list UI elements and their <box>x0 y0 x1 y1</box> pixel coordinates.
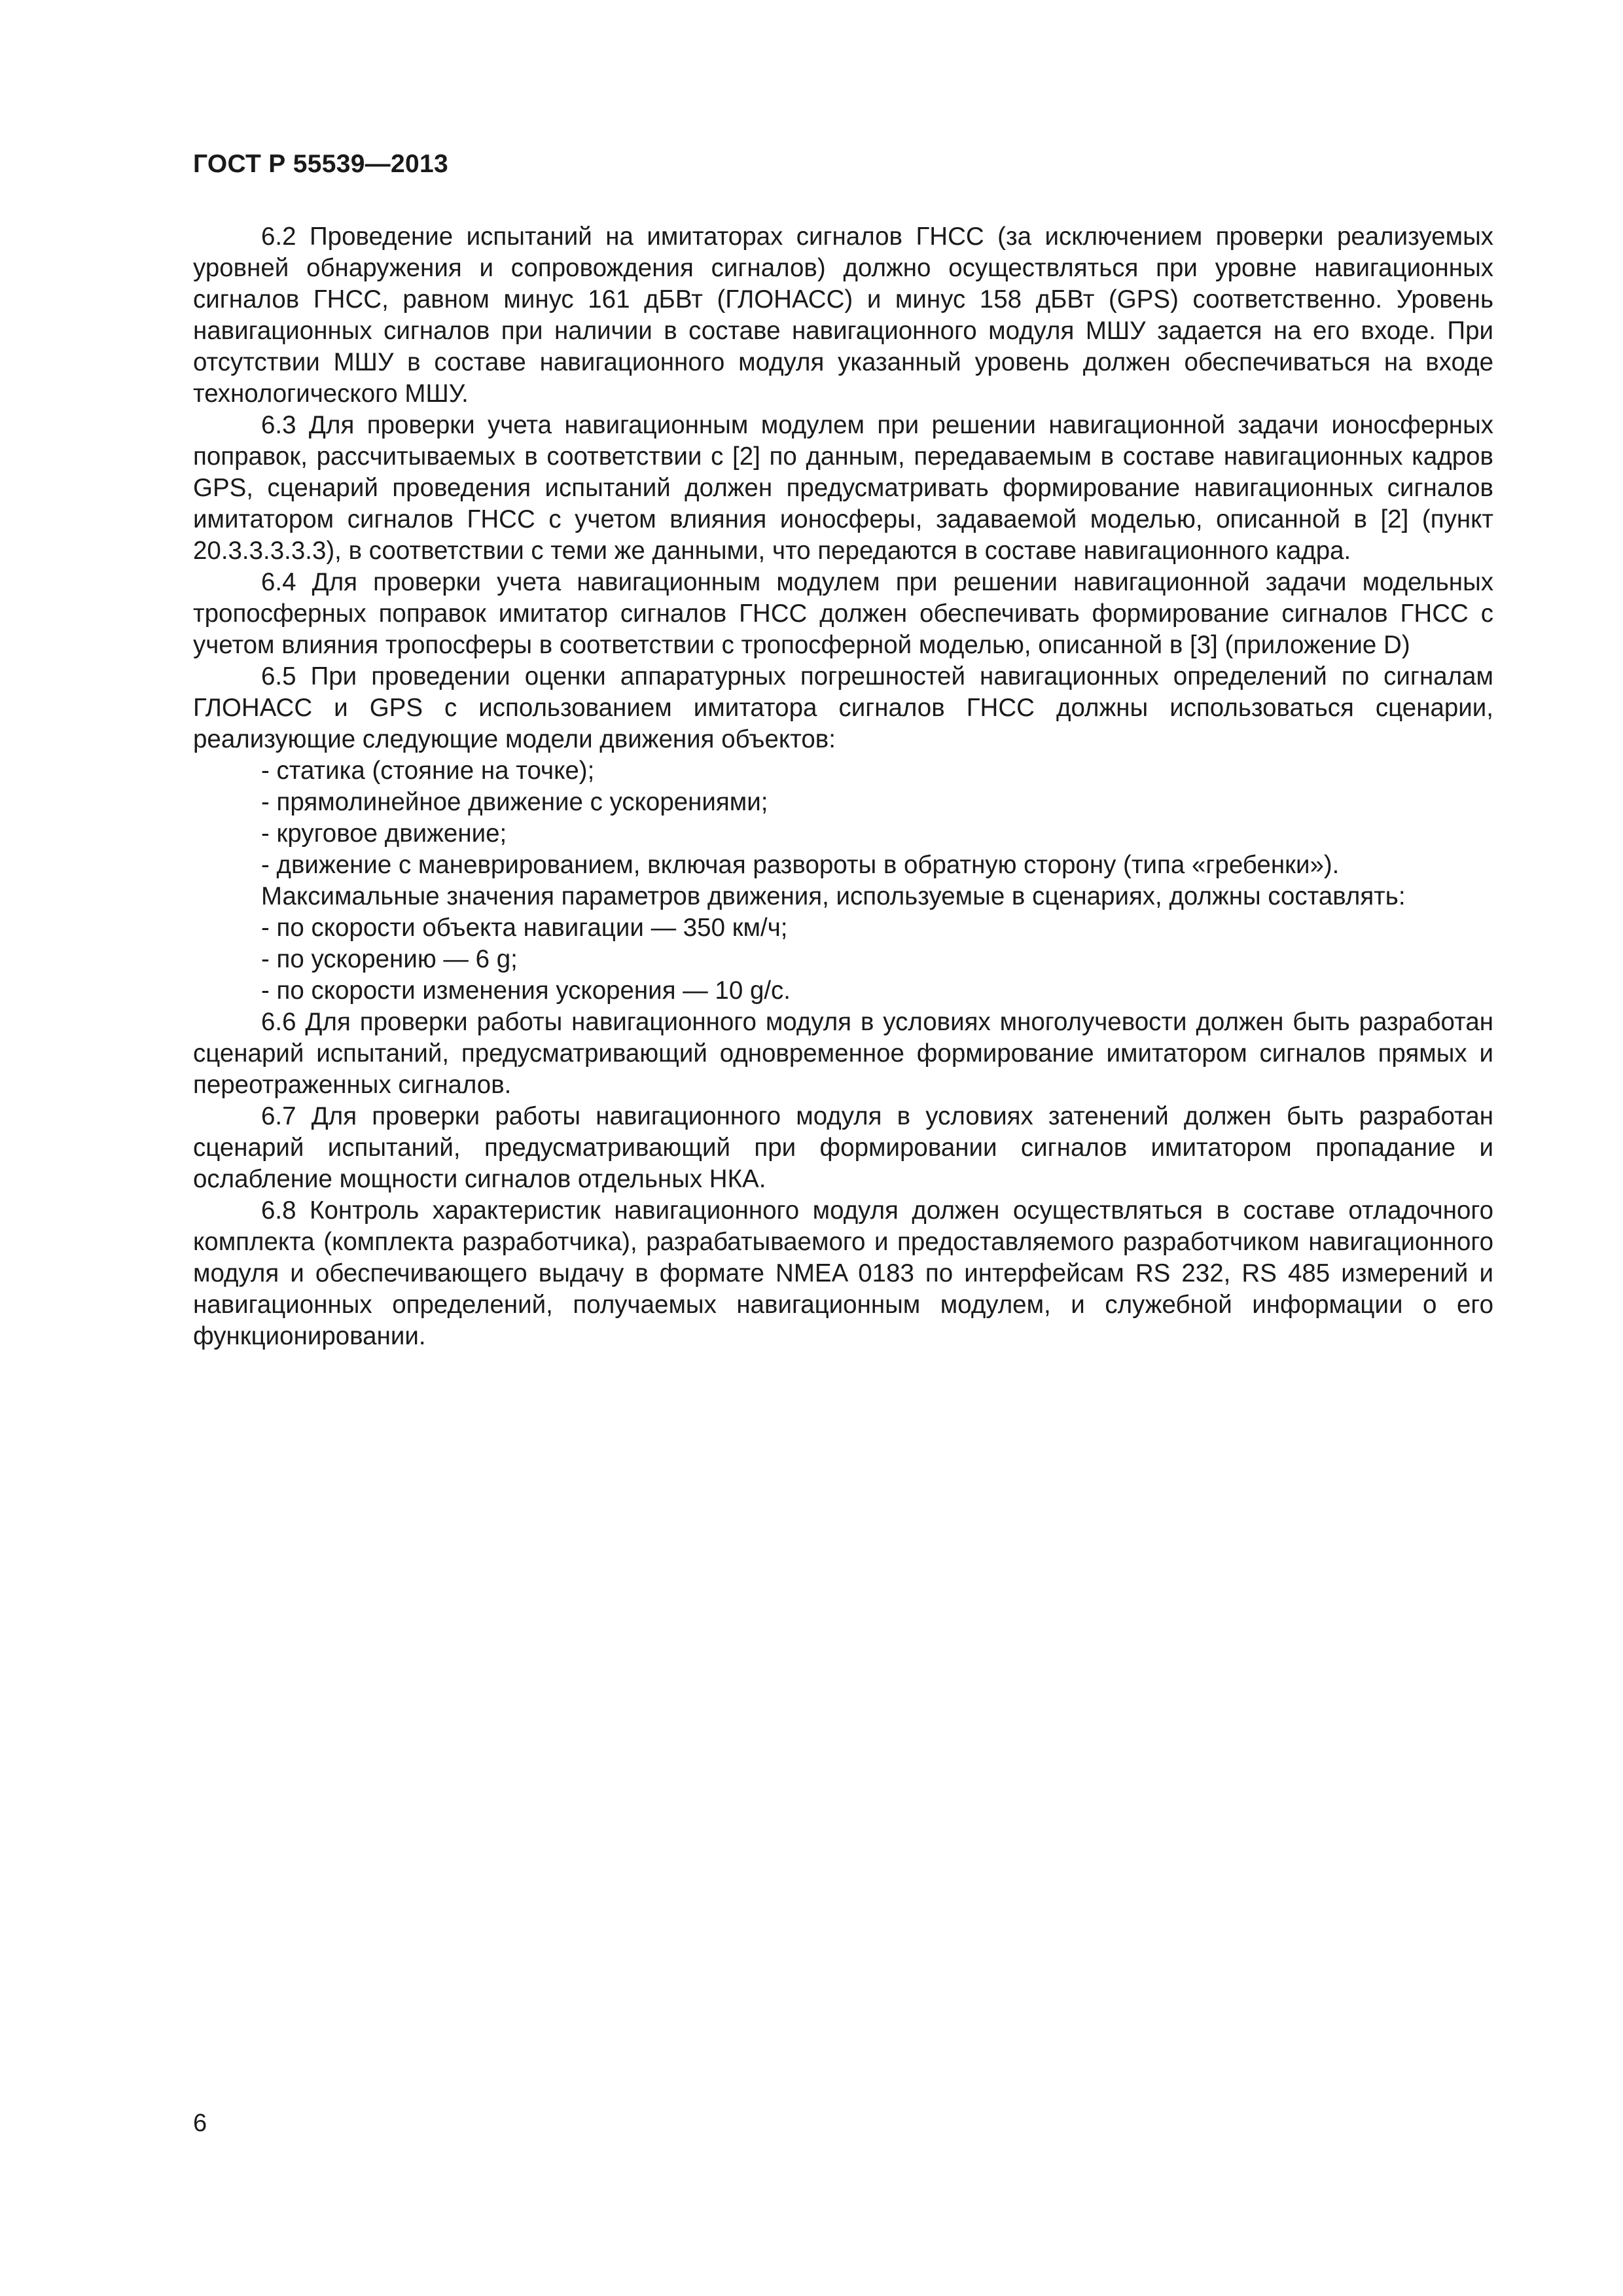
list-item-motion-model: - статика (стояние на точке); <box>261 757 595 785</box>
paragraph-6-2: 6.2 Проведение испытаний на имитаторах сигналов ГНСС (за исключением проверки реализуемых уровней обнаружения и сопровождения сигналов) должно осуществляться при уровне навигационных сигналов ГНСС, равном минус 161 дБВт (ГЛОНАСС) и минус 158 дБВт (GPS) соответственно. Уровень навигационных сигналов при наличии в составе навигационного модуля МШУ задается на его входе. При отсутствии МШУ в составе навигационного модуля указанный уровень должен обеспечиваться на входе технологического МШУ. <box>193 223 1493 408</box>
page-number: 6 <box>193 2109 207 2137</box>
paragraph-6-3: 6.3 Для проверки учета навигационным модулем при решении навигационной задачи ионосферных поправок, рассчитываемых в соответствии с [2] по данным, передаваемым в составе навигационных кадров GPS, сценарий проведения испытаний должен предусматривать формирование навигационных сигналов имитатором сигналов ГНСС с учетом влияния ионосферы, задаваемой моделью, описанной в [2] (пункт 20.3.3.3.3.3), в соответствии с теми же данными, что передаются в составе навигационного кадра. <box>193 411 1493 565</box>
document-body <box>193 221 1493 1352</box>
list-item-motion-model: - прямолинейное движение с ускорениями; <box>261 788 768 816</box>
list-item-motion-model: - движение с маневрированием, включая развороты в обратную сторону (типа «гребенки»). <box>261 851 1340 879</box>
paragraph-6-7: 6.7 Для проверки работы навигационного модуля в условиях затенений должен быть разработан сценарий испытаний, предусматривающий при формировании сигналов имитатором пропадание и ослабление мощности сигналов отдельных НКА. <box>193 1102 1493 1193</box>
list-item-motion-model: - круговое движение; <box>261 819 507 848</box>
paragraph-6-5: 6.5 При проведении оценки аппаратурных погрешностей навигационных определений по сигналам ГЛОНАСС и GPS с использованием имитатора сигналов ГНСС должны использоваться сценарии, реализующие следующие модели движения объектов: <box>193 662 1493 753</box>
paragraph-6-8: 6.8 Контроль характеристик навигационного модуля должен осуществляться в составе отладочного комплекта (комплекта разработчика), разрабатываемого и предоставляемого разработчиком навигационного модуля и обеспечивающего выдачу в формате NMEA 0183 по интерфейсам RS 232, RS 485 измерений и навигационных определений, получаемых навигационным модулем, и служебной информации о его функционировании. <box>193 1196 1493 1350</box>
max-params-intro: Максимальные значения параметров движения, используемые в сценариях, должны составлять: <box>261 882 1406 910</box>
standard-designation: ГОСТ Р 55539—2013 <box>193 150 448 178</box>
paragraph-6-4: 6.4 Для проверки учета навигационным модулем при решении навигационной задачи модельных тропосферных поправок имитатор сигналов ГНСС должен обеспечивать формирование сигналов ГНСС с учетом влияния тропосферы в соответствии с тропосферной моделью, описанной в [3] (приложение D) <box>193 568 1493 659</box>
list-item-max-param: - по скорости изменения ускорения — 10 g/c. <box>261 977 791 1005</box>
list-item-max-param: - по скорости объекта навигации — 350 км/ч; <box>261 914 788 942</box>
paragraph-6-6: 6.6 Для проверки работы навигационного модуля в условиях многолучевости должен быть разработан сценарий испытаний, предусматривающий одновременное формирование имитатором сигналов прямых и переотраженных сигналов. <box>193 1008 1493 1099</box>
list-item-max-param: - по ускорению — 6 g; <box>261 945 518 973</box>
